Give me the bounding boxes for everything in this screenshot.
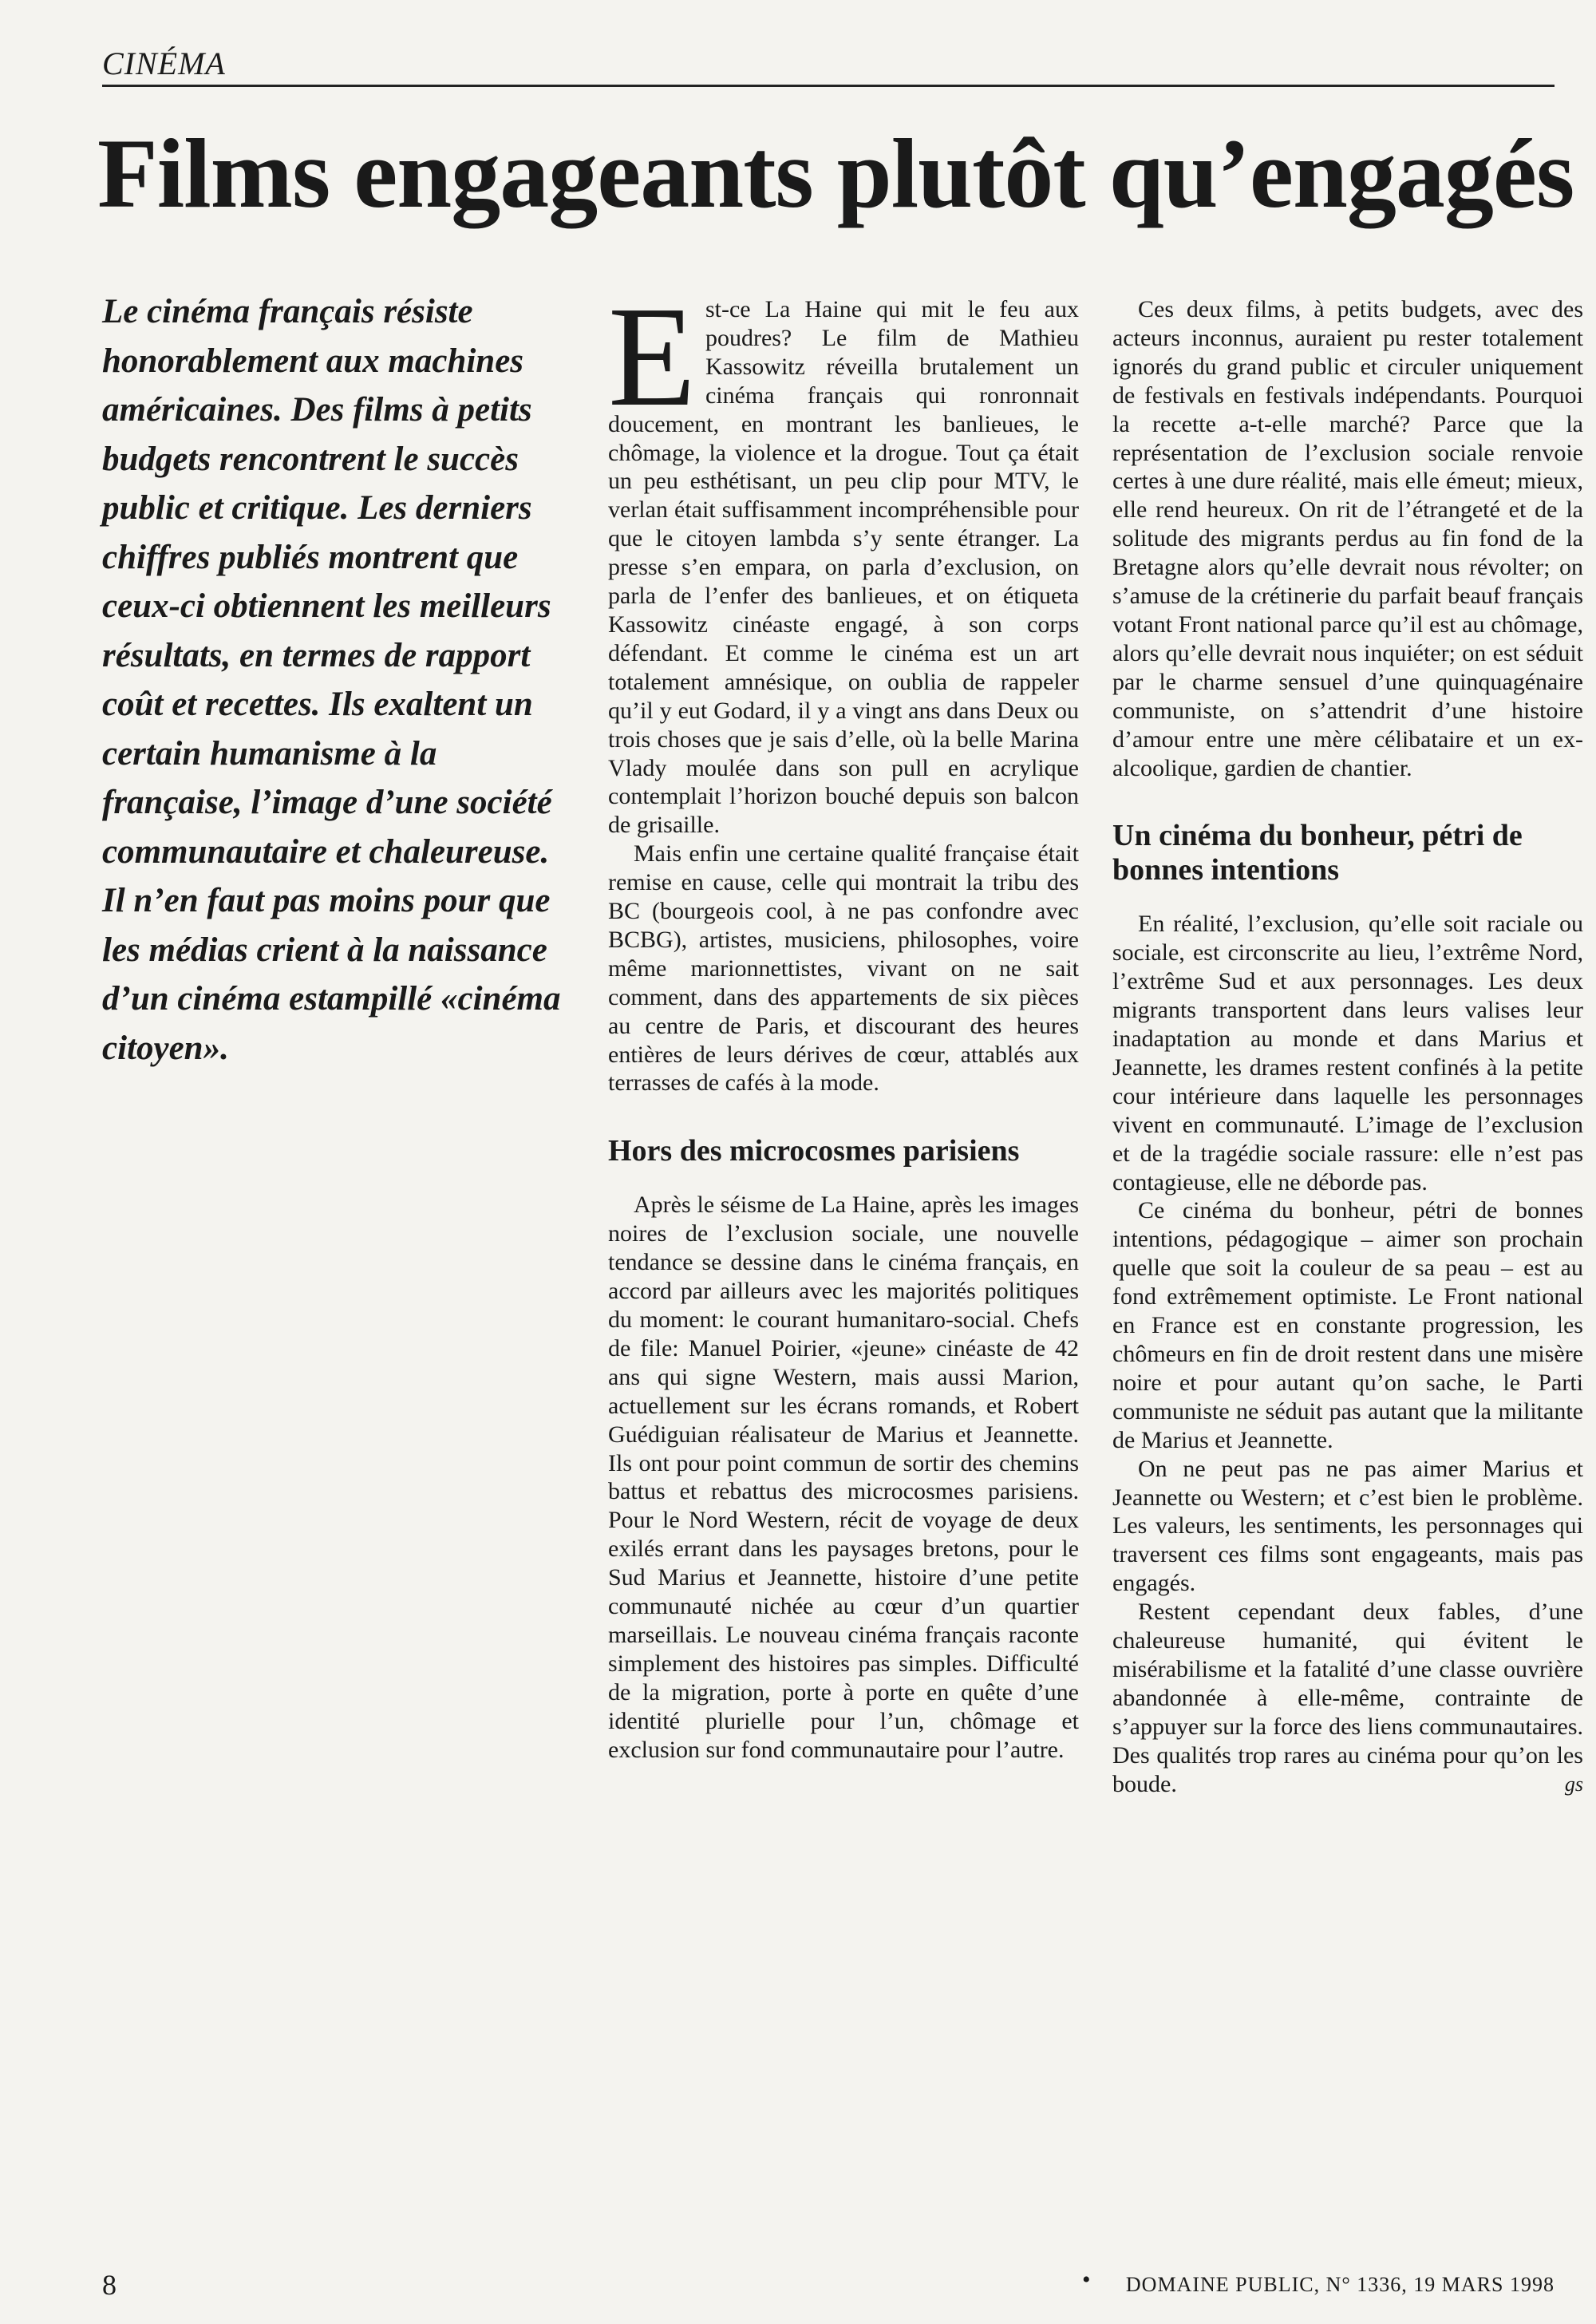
section-rubric: CINÉMA [102,45,226,81]
paragraph: En réalité, l’exclusion, qu’elle soit raciale ou sociale, est circonscrite au lieu, l’extrême Nord, l’extrême Sud et aux personnages. Les deux migrants transportent dans leurs valises leur inadaptation au monde et dans Marius et Jeannette, les drames restent confinés à la petite cour intérieure dans laquelle les personnages vivent en communauté. L’image de l’exclusion et de la tragédie sociale rassure: elle n’est pas contagieuse, elle ne déborde pas. [1112,911,1583,1196]
author-signature: gs [1564,1772,1583,1796]
publication-info: DOMAINE PUBLIC, N° 1336, 19 MARS 1998 [1125,2273,1555,2296]
header-rule [102,85,1555,87]
paragraph: On ne peut pas ne pas aimer Marius et Jeannette ou Western; et c’est bien le problème. Les valeurs, les sentiments, les personnages qui traversent ces films sont engageants, mais pas engagés. [1112,1455,1583,1597]
drop-cap: E [608,277,696,436]
paragraph-text: st-ce La Haine qui mit le feu aux poudres? Le film de Mathieu Kassowitz réveilla brutalement un cinéma français qui ronronnait doucement, en montrant les banlieues, le chômage, la violence et la drogue. Tout ça était un peu esthétisant, un peu clip pour MTV, le verlan était suffisamment incompréhensible pour que le citoyen lambda s’y sente étranger. La presse s’en empara, on parla d’exclusion, on parla de l’enfer des banlieues, et on étiqueta Kassowitz cinéaste engagé, à son corps défendant. Et comme le cinéma est un art totalement amnésique, on oublia de rappeler qu’il y eut Godard, il y a vingt ans dans Deux ou trois choses que je sais d’elle, où la belle Marina Vlady moulée dans son pull en acrylique contemplait l’horizon bouché depuis son balcon de grisaille. [608,296,1079,839]
article-column-1 [608,277,1079,1765]
paragraph [1112,1598,1583,1798]
paragraph: Ces deux films, à petits budgets, avec des acteurs inconnus, auraient pu rester totalement ignorés du grand public et circuler uniquement de festivals en festivals indépendants. Pourquoi la recette a-t-elle marché? Parce que la représentation de l’exclusion sociale renvoie certes à une dure réalité, mais elle émeut; mieux, elle rend heureux. On rit de l’étrangeté et de la solitude des migrants perdus au fin fond de la Bretagne alors qu’elle devrait nous révolter; on s’amuse de la crétinerie du parfait beauf français votant Front national parce qu’il est au chômage, alors qu’elle devrait nous inquiéter; on est séduit par le charme sensuel d’une quinquagénaire communiste, on s’attendrit d’une histoire d’amour entre une mère célibataire et un ex-alcoolique, gardien de chantier. [1112,296,1583,781]
article-column-2 [1112,295,1583,1799]
paragraph: Mais enfin une certaine qualité française était remise en cause, celle qui montrait la tribu des BC (bourgeois cool, à ne pas confondre avec BCBG), artistes, musiciens, philosophes, voire même marionnettistes, vivant on ne sait comment, dans des appartements de six pièces au centre de Paris, et discourant des heures entières de leurs dérives de cœur, attablés aux terrasses de cafés à la mode. [608,840,1079,1097]
paragraph: Ce cinéma du bonheur, pétri de bonnes intentions, pédagogique – aimer son prochain quelle que soit la couleur de sa peau – est au fond extrêmement optimiste. Le Front national en France est en constante progression, les chômeurs en fin de droit restent dans une misère noire et pour autant qu’on sache, le Parti communiste ne séduit pas autant que la militante de Marius et Jeannette. [1112,1197,1583,1453]
paragraph: Après le séisme de La Haine, après les images noires de l’exclusion sociale, une nouvelle tendance se dessine dans le cinéma français, en accord par ailleurs avec les majorités politiques du moment: le courant humanitaro-social. Chefs de file: Manuel Poirier, «jeune» cinéaste de 42 ans qui signe Western, mais aussi Marion, actuellement sur les écrans romands, et Robert Guédiguian réalisateur de Marius et Jeannette. Ils ont pour point commun de sortir des chemins battus et rebattus des microcosmes parisiens. Pour le Nord Western, récit de voyage de deux exilés errant dans les paysages bretons, pour le Sud Marius et Jeannette, histoire d’une petite communauté nichée au cœur d’un quartier marseillais. Le nouveau cinéma français raconte simplement des histoires pas simples. Difficulté de la migration, porte à porte en quête d’une identité plurielle pour l’un, chômage et exclusion sur fond communautaire pour l’autre. [608,1192,1079,1763]
footer-bullet: • [1082,2267,1091,2293]
subheading: Hors des microcosmes parisiens [608,1134,1020,1168]
paragraph-text: Restent cependant deux fables, d’une chaleureuse humanité, qui évitent le misérabilisme et la fatalité d’une classe ouvrière abandonnée à elle-même, contrainte de s’appuyer sur la force des liens communautaires. Des qualités trop rares au cinéma pour qu’on les boude. [1112,1599,1583,1797]
subheading: Un cinéma du bonheur, pétri de bonnes intentions [1112,819,1523,887]
article-lead: Le cinéma français résiste honorablement aux machines américaines. Des films à petits budgets rencontrent le succès public et critique. Les derniers chiffres publiés montrent que ceux-ci obtiennent les meilleurs résultats, en termes de rapport coût et recettes. Ils exaltent un certain humanisme à la française, l’image d’une société communautaire et chaleureuse. Il n’en faut pas moins pour que les médias crient à la naissance d’un cinéma estampillé «cinéma citoyen». [102,293,561,1067]
paragraph [608,277,1079,840]
page-number: 8 [102,2269,117,2301]
article-title: Films engageants plutôt qu’engagés [97,119,1574,228]
